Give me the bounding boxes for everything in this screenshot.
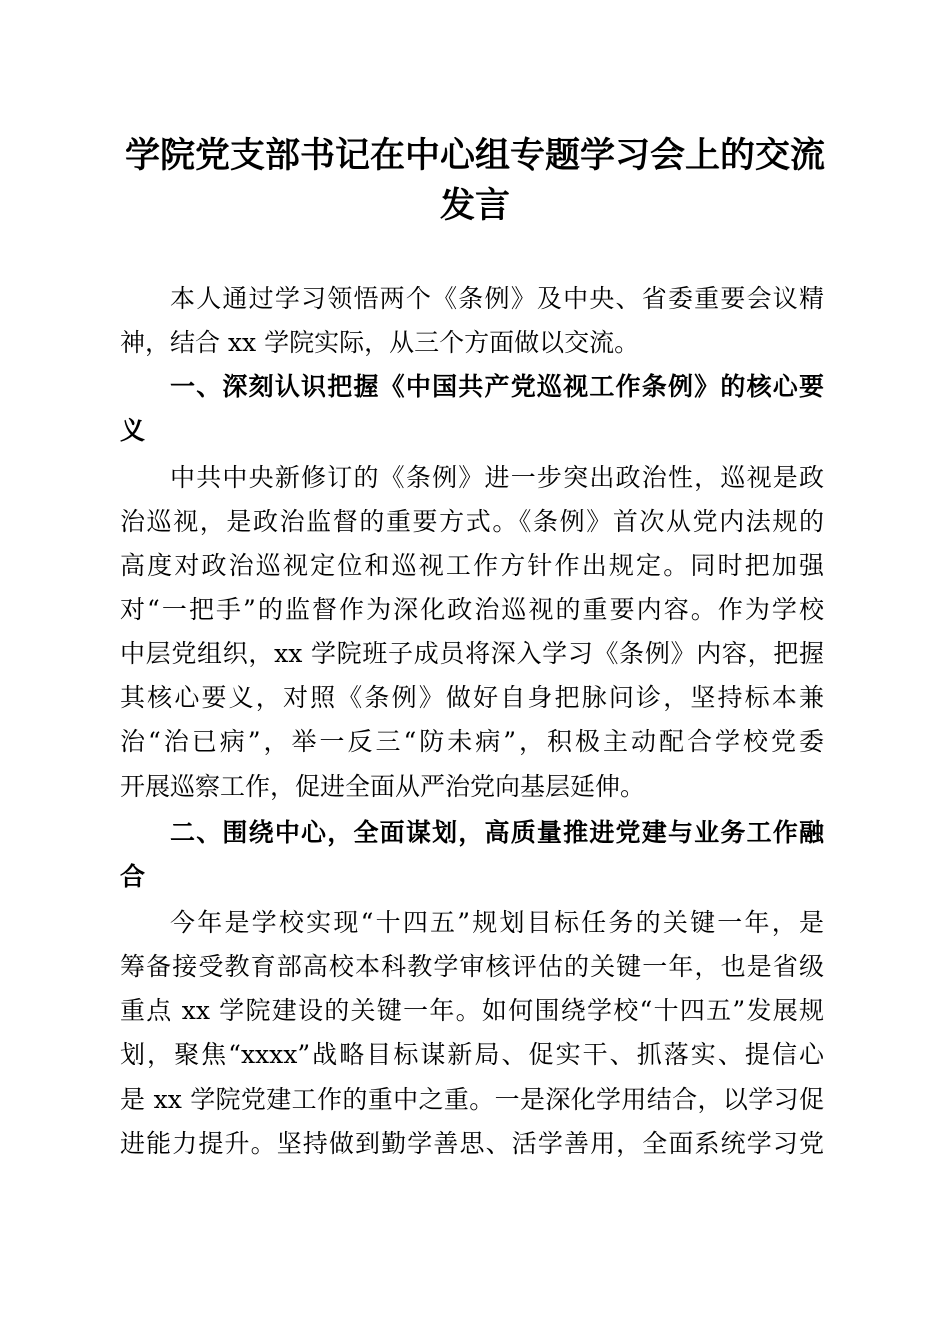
document-title-line-2: 发言	[439, 185, 510, 226]
section-heading-2-line: 二、围绕中心，全面谋划，高质量推进党建与业务工作融	[170, 818, 824, 847]
section-1-body-line: 治“治已病”，举一反三“防未病”，积极主动配合学校党委	[120, 727, 824, 756]
section-1-body-line: 高度对政治巡视定位和巡视工作方针作出规定。同时把加强	[120, 551, 824, 580]
section-2-body-line: 划，聚焦“xxxx”战略目标谋新局、促实干、抓落实、提信心	[120, 1040, 824, 1069]
section-2-body-line: 今年是学校实现“十四五”规划目标任务的关键一年，是	[170, 908, 824, 937]
document-title-line-1: 学院党支部书记在中心组专题学习会上的交流	[124, 135, 825, 176]
section-1-body-line: 中共中央新修订的《条例》进一步突出政治性，巡视是政	[170, 463, 824, 492]
section-1-body-line: 对“一把手”的监督作为深化政治巡视的重要内容。作为学校	[120, 595, 824, 624]
section-1-body-line: 中层党组织，xx 学院班子成员将深入学习《条例》内容，把握	[120, 639, 824, 668]
section-heading-1-line: 义	[120, 416, 146, 445]
section-2-body-line: 筹备接受教育部高校本科教学审核评估的关键一年，也是省级	[120, 952, 824, 981]
section-1-body-line: 治巡视，是政治监督的重要方式。《条例》首次从党内法规的	[120, 507, 824, 536]
section-1-body-line: 其核心要义，对照《条例》做好自身把脉问诊，坚持标本兼	[120, 683, 824, 712]
intro-paragraph-line: 本人通过学习领悟两个《条例》及中央、省委重要会议精	[170, 284, 824, 313]
section-2-body-line: 重点 xx 学院建设的关键一年。如何围绕学校“十四五”发展规	[120, 996, 824, 1025]
section-1-body-line: 开展巡察工作，促进全面从严治党向基层延伸。	[120, 772, 646, 801]
intro-paragraph-line: 神，结合 xx 学院实际，从三个方面做以交流。	[120, 328, 640, 357]
section-2-body-line: 进能力提升。坚持做到勤学善思、活学善用，全面系统学习党	[120, 1129, 824, 1158]
section-heading-1-line: 一、深刻认识把握《中国共产党巡视工作条例》的核心要	[170, 372, 824, 401]
section-heading-2-line: 合	[120, 862, 146, 891]
section-2-body-line: 是 xx 学院党建工作的重中之重。一是深化学用结合，以学习促	[120, 1085, 824, 1114]
